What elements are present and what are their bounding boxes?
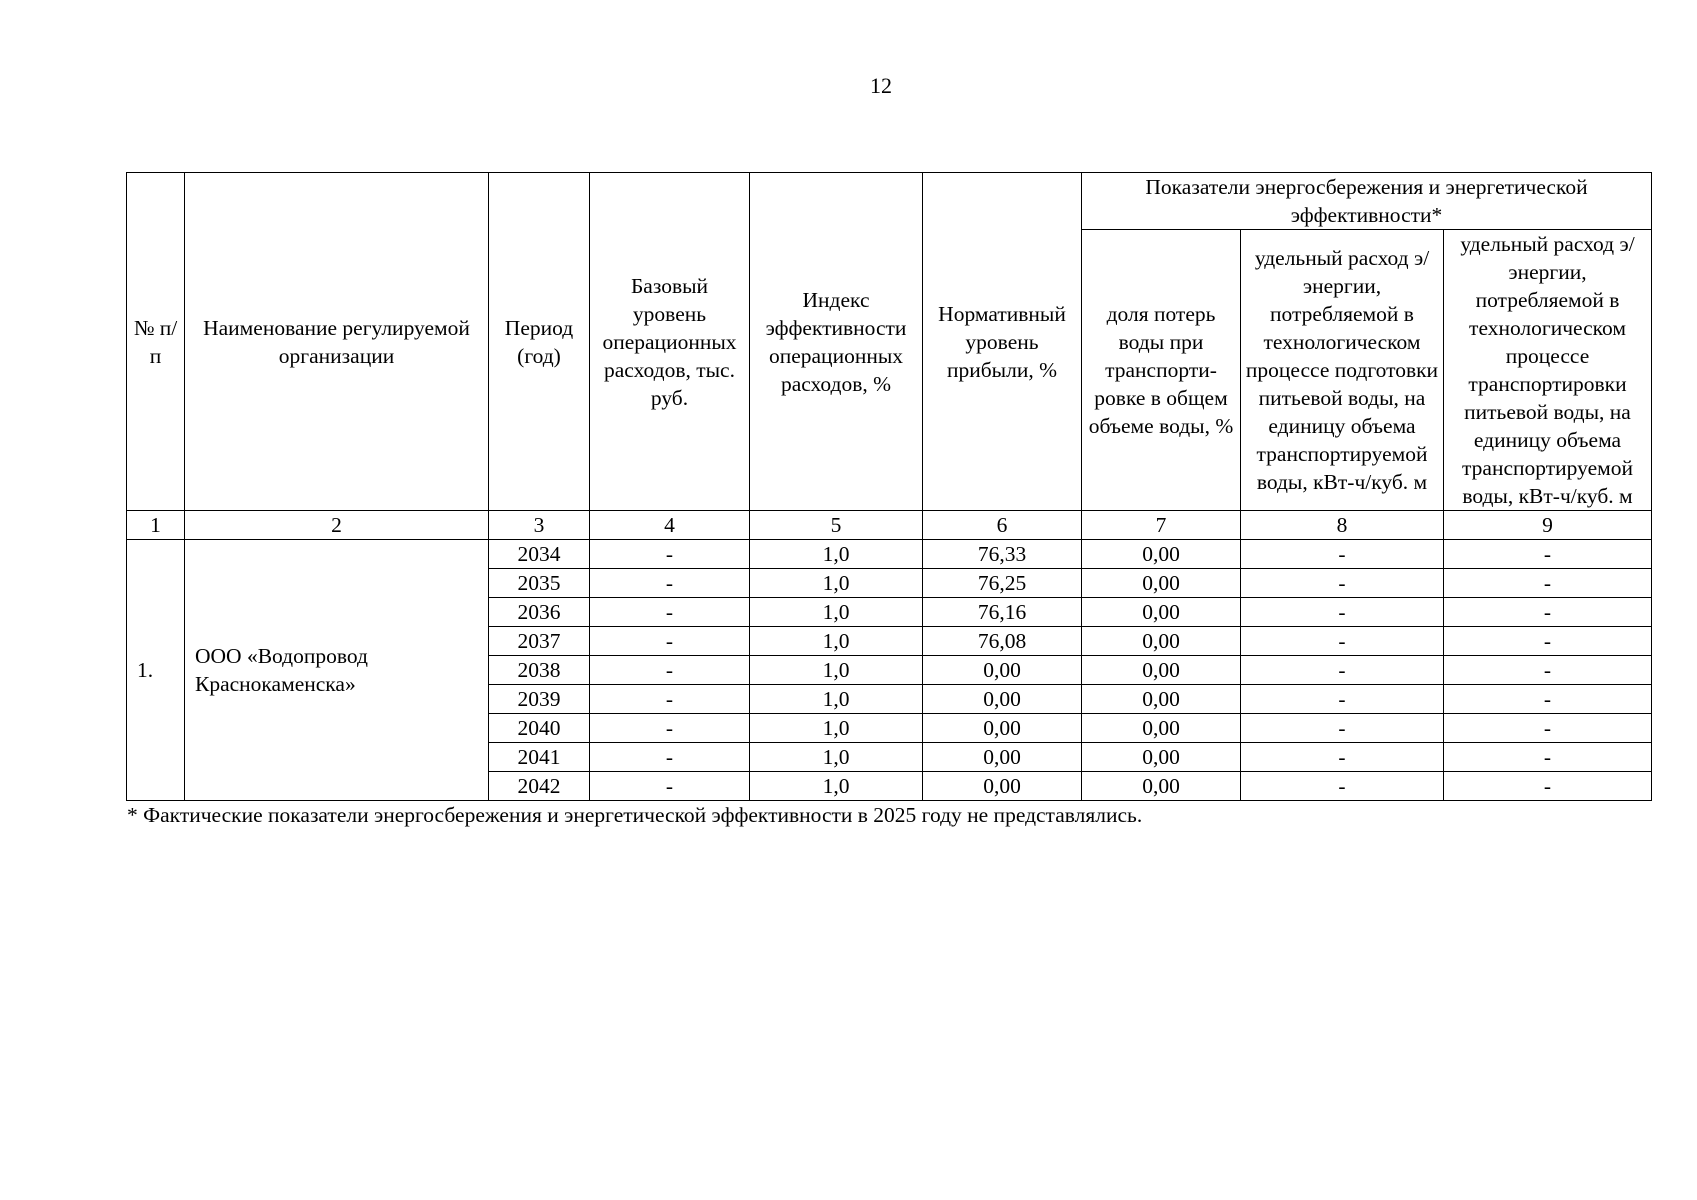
cell-profit-level: 76,08 — [923, 627, 1082, 656]
cell-energy-preparation: - — [1241, 627, 1444, 656]
cell-water-loss: 0,00 — [1082, 772, 1241, 801]
header-num: № п/п — [127, 173, 185, 511]
cell-base-opex: - — [590, 772, 750, 801]
column-number: 2 — [185, 511, 489, 540]
cell-base-opex: - — [590, 569, 750, 598]
cell-water-loss: 0,00 — [1082, 743, 1241, 772]
page-number: 12 — [870, 73, 892, 98]
cell-year: 2039 — [489, 685, 590, 714]
cell-year: 2042 — [489, 772, 590, 801]
cell-efficiency-index: 1,0 — [750, 685, 923, 714]
header-period: Период (год) — [489, 173, 590, 511]
cell-energy-transport: - — [1444, 627, 1652, 656]
header-energy-group: Показатели энергосбережения и энергетической эффективности* — [1082, 173, 1652, 230]
cell-profit-level: 76,16 — [923, 598, 1082, 627]
cell-year: 2035 — [489, 569, 590, 598]
cell-energy-transport: - — [1444, 772, 1652, 801]
column-number: 7 — [1082, 511, 1241, 540]
cell-water-loss: 0,00 — [1082, 656, 1241, 685]
cell-year: 2040 — [489, 714, 590, 743]
cell-efficiency-index: 1,0 — [750, 772, 923, 801]
cell-water-loss: 0,00 — [1082, 714, 1241, 743]
cell-profit-level: 0,00 — [923, 772, 1082, 801]
cell-energy-transport: - — [1444, 569, 1652, 598]
cell-energy-preparation: - — [1241, 540, 1444, 569]
cell-base-opex: - — [590, 743, 750, 772]
cell-base-opex: - — [590, 598, 750, 627]
cell-year: 2038 — [489, 656, 590, 685]
cell-profit-level: 0,00 — [923, 743, 1082, 772]
cell-energy-preparation: - — [1241, 598, 1444, 627]
column-number-row — [127, 511, 1652, 540]
cell-water-loss: 0,00 — [1082, 598, 1241, 627]
cell-energy-transport: - — [1444, 598, 1652, 627]
cell-energy-preparation: - — [1241, 772, 1444, 801]
cell-base-opex: - — [590, 656, 750, 685]
cell-row-number: 1. — [127, 540, 185, 801]
cell-water-loss: 0,00 — [1082, 685, 1241, 714]
cell-profit-level: 0,00 — [923, 714, 1082, 743]
cell-water-loss: 0,00 — [1082, 569, 1241, 598]
column-number: 5 — [750, 511, 923, 540]
column-number: 4 — [590, 511, 750, 540]
cell-energy-preparation: - — [1241, 569, 1444, 598]
cell-efficiency-index: 1,0 — [750, 540, 923, 569]
cell-base-opex: - — [590, 714, 750, 743]
footnote: * Фактические показатели энергосбережения и энергетической эффективности в 2025 году не представлялись. — [127, 803, 1143, 827]
header-efficiency-index: Индекс эффективности операционных расходов, % — [750, 173, 923, 511]
cell-efficiency-index: 1,0 — [750, 569, 923, 598]
header-profit-level: Нормативный уровень прибыли, % — [923, 173, 1082, 511]
cell-year: 2037 — [489, 627, 590, 656]
cell-energy-preparation: - — [1241, 714, 1444, 743]
header-organization: Наименование регулируемой организации — [185, 173, 489, 511]
cell-profit-level: 0,00 — [923, 685, 1082, 714]
column-number: 3 — [489, 511, 590, 540]
column-number: 1 — [127, 511, 185, 540]
cell-profit-level: 76,33 — [923, 540, 1082, 569]
cell-efficiency-index: 1,0 — [750, 656, 923, 685]
header-energy-transport: удельный расход э/энергии, потребляемой в технологическом процессе транспортировки питьевой воды, на единицу объема транспортируемой воды, кВт-ч/куб. м — [1444, 230, 1652, 511]
column-number: 6 — [923, 511, 1082, 540]
cell-profit-level: 0,00 — [923, 656, 1082, 685]
cell-base-opex: - — [590, 540, 750, 569]
cell-year: 2041 — [489, 743, 590, 772]
cell-efficiency-index: 1,0 — [750, 598, 923, 627]
cell-efficiency-index: 1,0 — [750, 743, 923, 772]
cell-efficiency-index: 1,0 — [750, 627, 923, 656]
table-row — [127, 540, 1652, 569]
cell-year: 2034 — [489, 540, 590, 569]
header-energy-preparation: удельный расход э/энергии, потребляемой в технологическом процессе подготовки питьевой воды, на единицу объема транспортируемой воды, кВт-ч/куб. м — [1241, 230, 1444, 511]
cell-energy-transport: - — [1444, 540, 1652, 569]
cell-energy-transport: - — [1444, 685, 1652, 714]
tariff-indicators-table — [126, 172, 1652, 801]
cell-energy-preparation: - — [1241, 743, 1444, 772]
column-number: 9 — [1444, 511, 1652, 540]
cell-water-loss: 0,00 — [1082, 540, 1241, 569]
cell-energy-preparation: - — [1241, 656, 1444, 685]
column-number: 8 — [1241, 511, 1444, 540]
cell-base-opex: - — [590, 685, 750, 714]
cell-base-opex: - — [590, 627, 750, 656]
cell-energy-transport: - — [1444, 743, 1652, 772]
cell-water-loss: 0,00 — [1082, 627, 1241, 656]
cell-organization-name: ООО «Водопровод Краснокаменска» — [185, 540, 489, 801]
cell-profit-level: 76,25 — [923, 569, 1082, 598]
cell-energy-transport: - — [1444, 656, 1652, 685]
header-base-opex: Базовый уровень операционных расходов, тыс. руб. — [590, 173, 750, 511]
cell-energy-transport: - — [1444, 714, 1652, 743]
cell-year: 2036 — [489, 598, 590, 627]
header-water-loss: доля потерь воды при транспорти-ровке в общем объеме воды, % — [1082, 230, 1241, 511]
cell-efficiency-index: 1,0 — [750, 714, 923, 743]
cell-energy-preparation: - — [1241, 685, 1444, 714]
